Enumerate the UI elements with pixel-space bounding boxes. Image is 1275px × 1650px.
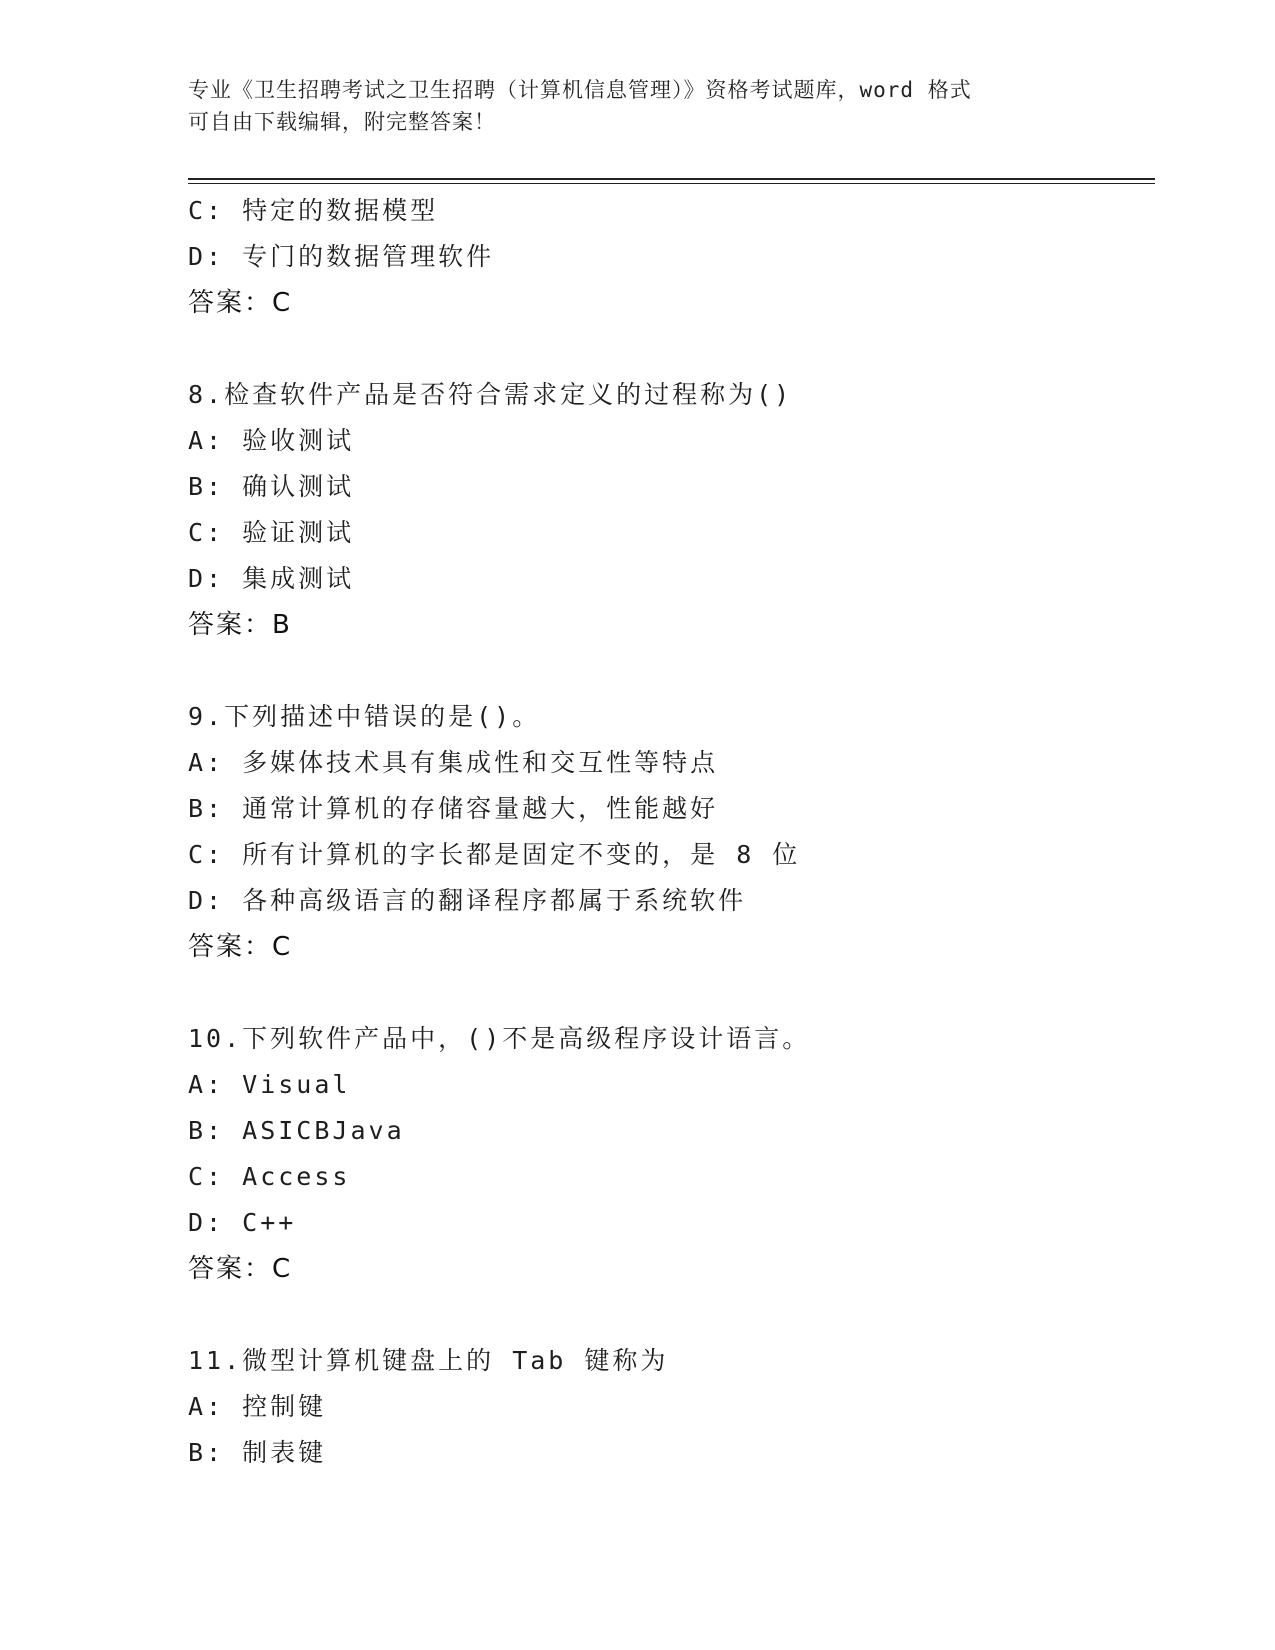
option-line: C: 特定的数据模型 xyxy=(188,196,439,225)
answer-line: 答案：C xyxy=(188,932,293,962)
question-list xyxy=(188,188,1148,1476)
header-divider-thin xyxy=(188,183,1155,184)
header-line-2: 可自由下载编辑，附完整答案！ xyxy=(188,110,496,134)
question-stem: 10.下列软件产品中，()不是高级程序设计语言。 xyxy=(188,1024,811,1053)
option-line: D: 各种高级语言的翻译程序都属于系统软件 xyxy=(188,886,747,915)
option-line: A: Visual xyxy=(188,1070,351,1099)
option-line: A: 控制键 xyxy=(188,1392,327,1421)
header-divider-thick xyxy=(188,178,1155,180)
answer-line: 答案：B xyxy=(188,610,292,640)
document-header xyxy=(188,74,1088,138)
answer-line: 答案：C xyxy=(188,1254,293,1284)
option-line: B: 制表键 xyxy=(188,1438,327,1467)
header-line-1: 专业《卫生招聘考试之卫生招聘（计算机信息管理）》资格考试题库，word 格式 xyxy=(188,78,972,102)
option-line: D: 专门的数据管理软件 xyxy=(188,242,495,271)
option-line: B: 通常计算机的存储容量越大，性能越好 xyxy=(188,794,719,823)
option-line: A: 验收测试 xyxy=(188,426,355,455)
block-spacer xyxy=(188,648,1148,694)
option-line: A: 多媒体技术具有集成性和交互性等特点 xyxy=(188,748,719,777)
option-line: D: C++ xyxy=(188,1208,297,1237)
option-line: C: 所有计算机的字长都是固定不变的，是 8 位 xyxy=(188,840,801,869)
option-line: C: Access xyxy=(188,1162,351,1191)
block-spacer xyxy=(188,970,1148,1016)
option-line: B: ASICBJava xyxy=(188,1116,405,1145)
option-line: B: 确认测试 xyxy=(188,472,355,501)
question-stem: 9.下列描述中错误的是()。 xyxy=(188,702,541,731)
option-line: D: 集成测试 xyxy=(188,564,355,593)
block-spacer xyxy=(188,326,1148,372)
question-stem: 8.检查软件产品是否符合需求定义的过程称为() xyxy=(188,380,793,409)
answer-line: 答案：C xyxy=(188,288,293,318)
block-spacer xyxy=(188,1292,1148,1338)
option-line: C: 验证测试 xyxy=(188,518,355,547)
question-stem: 11.微型计算机键盘上的 Tab 键称为 xyxy=(188,1346,669,1375)
